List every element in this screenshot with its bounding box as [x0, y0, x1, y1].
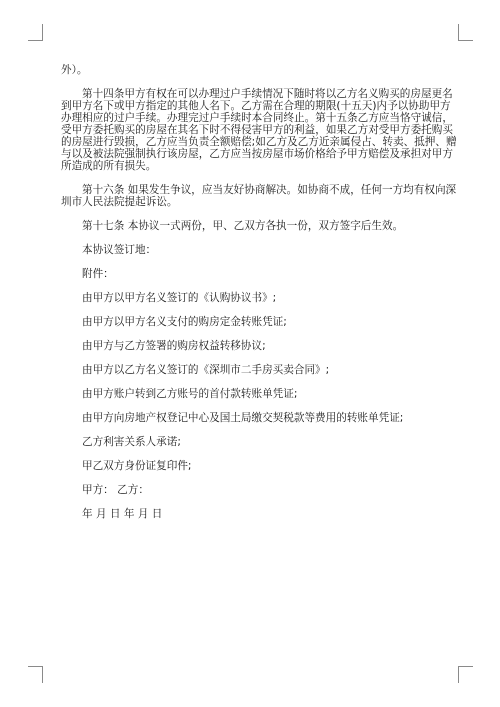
- text-line: 与以及被法院强制执行该房屋，乙方应当按房屋市场价格给予甲方赔偿及承担对甲方: [61, 148, 453, 160]
- paragraph-gap: [61, 424, 440, 436]
- paragraph-gap: [61, 328, 440, 340]
- crop-mark-bottom-left: [28, 666, 43, 683]
- text-line: 的房屋进行毁损，乙方应当负责全额赔偿;如乙方及乙方近亲属侵占、转卖、抵押、赠: [61, 136, 457, 148]
- text-line: 所造成的所有损失。: [61, 160, 157, 172]
- text-line: 第十六条 如果发生争议，应当友好协商解决。如协商不成，任何一方均有权向深: [82, 184, 457, 196]
- paragraph-gap: [61, 304, 440, 316]
- attachment-item: 甲乙双方身份证复印件;: [82, 460, 192, 472]
- attachment-item: 由甲方与乙方签署的购房权益转移协议;: [82, 340, 266, 352]
- text-line: 到甲方名下或甲方指定的其他人名下。乙方需在合理的期限(十五天)内予以协助甲方: [61, 100, 451, 112]
- paragraph-gap: [61, 208, 440, 220]
- paragraph-gap: [61, 256, 440, 268]
- paragraph-article-16: [61, 184, 457, 208]
- paragraph-gap: [61, 232, 440, 244]
- paragraph-gap: [61, 76, 440, 88]
- paragraph-gap: [61, 400, 440, 412]
- paragraph-article-14-15: [61, 88, 457, 172]
- attachment-item: 乙方利害关系人承诺;: [82, 436, 181, 448]
- paragraph-gap: [61, 280, 440, 292]
- signature-dates: 年 月 日 年 月 日: [82, 508, 163, 520]
- paragraph-article-17: 第十七条 本协议一式两份，甲、乙双方各执一份，双方签字后生效。: [82, 220, 404, 232]
- text-line-continuation: 外）。: [61, 64, 88, 76]
- signing-place-label: 本协议签订地：: [82, 244, 157, 256]
- text-line: 第十四条甲方有权在可以办理过户手续情况下随时将以乙方名义购买的房屋更名: [82, 88, 453, 100]
- paragraph-gap: [61, 376, 440, 388]
- attachment-item: 由甲方以甲方名义支付的购房定金转账凭证;: [82, 316, 287, 328]
- crop-mark-top-left: [28, 24, 43, 41]
- text-line: 受甲方委托购买的房屋在其名下时不得侵害甲方的利益，如果乙方对受甲方委托购买: [61, 124, 453, 136]
- text-line: 圳市人民法院提起诉讼。: [61, 196, 178, 208]
- crop-mark-top-right: [458, 24, 473, 41]
- document-page: [61, 64, 457, 520]
- attachment-item: 由甲方以乙方名义签订的《深圳市二手房买卖合同》;: [82, 364, 330, 376]
- paragraph-gap: [61, 448, 440, 460]
- attachment-item: 由甲方以甲方名义签订的《认购协议书》;: [82, 292, 277, 304]
- attachment-item: 由甲方向房地产权登记中心及国土局缴交契税款等费用的转账单凭证;: [82, 412, 404, 424]
- attachment-item: 由甲方账户转到乙方账号的首付款转账单凭证;: [82, 388, 298, 400]
- paragraph-gap: [61, 472, 440, 484]
- attachments-heading: 附件：: [82, 268, 114, 280]
- crop-mark-bottom-right: [458, 666, 473, 683]
- paragraph-gap: [61, 496, 440, 508]
- paragraph-gap: [61, 172, 440, 184]
- signature-parties: 甲方： 乙方：: [82, 484, 149, 496]
- text-line: 办理相应的过户手续。办理完过户手续时本合同终止。第十五条乙方应当恪守诚信，: [61, 112, 453, 124]
- paragraph-gap: [61, 352, 440, 364]
